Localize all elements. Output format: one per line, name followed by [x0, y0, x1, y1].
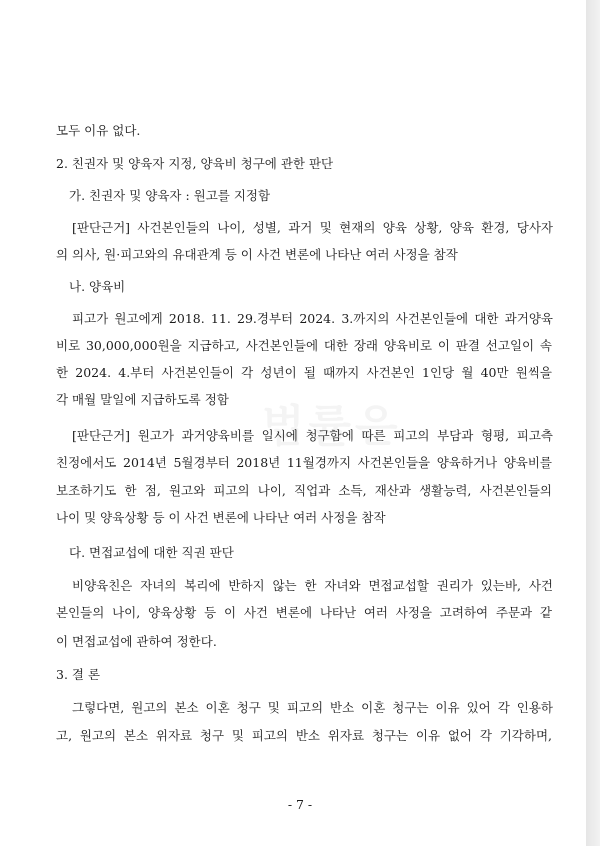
page-number: - 7 -: [287, 797, 313, 812]
page-edge-shadow: [586, 0, 600, 846]
text-line-reason-1: [판단근거] 사건본인들의 나이, 성별, 과거 및 현재의 양육 상황, 양육 환경, 당사자: [72, 220, 553, 235]
text-line-support-reason-4: 나이 및 양육상황 등 이 사건 변론에 나타난 여러 사정을 참작: [56, 510, 386, 525]
text-line-visitation-3: 이 면접교섭에 관하여 정한다.: [56, 634, 217, 649]
text-line-reason-2: 의 의사, 원·피고와의 유대관계 등 이 사건 변론에 나타난 여러 사정을 참작: [56, 247, 458, 262]
text-line-support-2: 비로 30,000,000원을 지급하고, 사건본인들에 대한 장래 양육비로 이 판결 선고일이 속: [56, 338, 552, 353]
text-line-visitation-1: 비양육친은 자녀의 복리에 반하지 않는 한 자녀와 면접교섭할 권리가 있는바, 사건: [72, 578, 553, 593]
text-line-conclusion-2: 고, 원고의 본소 위자료 청구 및 피고의 반소 위자료 청구는 이유 없어 각 기각하며,: [56, 728, 552, 743]
subsection-heading-child-support: 나. 양육비: [69, 279, 126, 294]
watermark-text: 법률은: [262, 401, 402, 452]
text-line-support-1: 피고가 원고에게 2018. 11. 29.경부터 2024. 3.까지의 사건본인들에 대한 과거양육: [72, 311, 553, 326]
text-line-support-3: 한 2024. 4.부터 사건본인들이 각 성년이 될 때까지 사건본인 1인당 월 40만 원씩을: [56, 365, 552, 380]
subsection-heading-visitation: 다. 면접교섭에 대한 직권 판단: [69, 545, 234, 560]
text-line-support-reason-1: [판단근거] 원고가 과거양육비를 일시에 청구함에 따른 피고의 부담과 형평, 피고측: [72, 428, 553, 443]
section-heading-custody: 2. 친권자 및 양육자 지정, 양육비 청구에 관한 판단: [56, 156, 334, 171]
text-line-visitation-2: 본인들의 나이, 양육상황 등 이 사건 변론에 나타난 여러 사정을 고려하여 주문과 같: [56, 605, 552, 620]
text-line-conclusion-tail: 모두 이유 없다.: [56, 123, 141, 138]
section-heading-conclusion: 3. 결 론: [56, 667, 101, 682]
subsection-heading-custodian: 가. 친권자 및 양육자 : 원고를 지정함: [69, 188, 271, 203]
text-line-conclusion-1: 그렇다면, 원고의 본소 이혼 청구 및 피고의 반소 이혼 청구는 이유 있어 각 인용하: [72, 700, 553, 715]
text-line-support-reason-3: 보조하기도 한 점, 원고와 피고의 나이, 직업과 소득, 재산과 생활능력, 사건본인들의: [56, 483, 552, 498]
text-line-support-4: 각 매월 말일에 지급하도록 정함: [56, 392, 229, 407]
text-line-support-reason-2: 친정에서도 2014년 5월경부터 2018년 11월경까지 사건본인들을 양육하거나 양육비를: [56, 455, 552, 470]
